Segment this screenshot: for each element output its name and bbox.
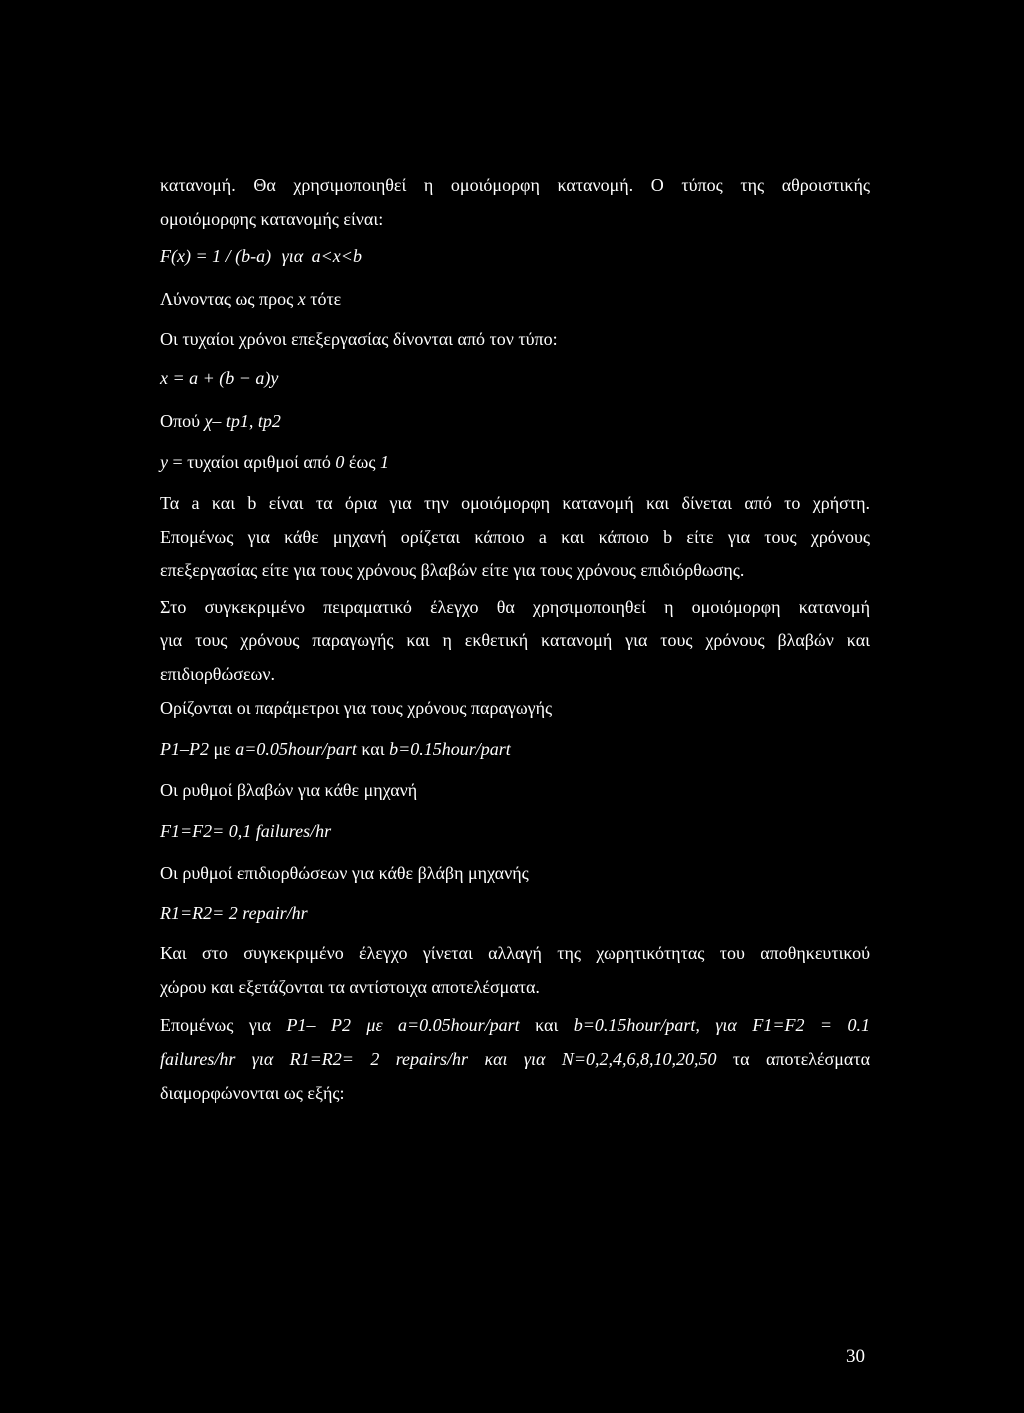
- paragraph-line: επιδιορθώσεων.: [160, 664, 276, 684]
- paragraph-line: επεξεργασίας είτε για τους χρόνους βλαβών είτε για τους χρόνους επιδιόρθωσης.: [160, 560, 745, 580]
- formula-cdf: F(x) = 1 / (b-a): [160, 246, 272, 266]
- text-span: με: [209, 739, 236, 759]
- paragraph-line: Οι ρυθμοί επιδιορθώσεων για κάθε βλάβη μηχανής: [160, 863, 529, 883]
- paragraph-line: [160, 409, 281, 433]
- formula-line: [160, 244, 362, 268]
- math-variable: failures/hr για R1=R2= 2 repairs/hr και για N=0,2,4,6,8,10,20,50: [160, 1049, 717, 1069]
- text-span: τα αποτελέσματα: [716, 1049, 870, 1069]
- formula-line: x = a + (b − a)y: [160, 368, 279, 388]
- paragraph-line: [160, 1047, 870, 1071]
- paragraph-line: κατανομή. Θα χρησιμοποιηθεί η ομοιόμορφη κατανομή. Ο τύπος της αθροιστικής: [160, 175, 870, 195]
- text-span: και: [356, 739, 390, 759]
- text-span: έως: [344, 452, 380, 472]
- text-span: = τυχαίοι αριθμοί από: [168, 452, 336, 472]
- math-variable: 1: [379, 452, 389, 472]
- text-span: Επομένως για: [160, 1015, 287, 1035]
- math-variable: P1–P2: [160, 739, 209, 759]
- math-variable: x: [297, 289, 306, 309]
- paragraph-line: Και στο συγκεκριμένο έλεγχο γίνεται αλλαγή της χωρητικότητας του αποθηκευτικού: [160, 943, 870, 963]
- formula-range: a<x<b: [311, 246, 362, 266]
- math-variable: P1– P2 με a=0.05hour/part: [286, 1015, 520, 1035]
- paragraph-line: ομοιόμορφης κατανομής είναι:: [160, 209, 384, 229]
- parameter-line: [160, 737, 511, 761]
- paragraph-line: [160, 287, 341, 311]
- paragraph-line: Τα a και b είναι τα όρια για την ομοιόμορφη κατανομή και δίνεται από το χρήστη.: [160, 493, 870, 513]
- paragraph-line: χώρου και εξετάζονται τα αντίστοιχα αποτελέσματα.: [160, 977, 540, 997]
- math-variable: 0: [335, 452, 345, 472]
- text-span: Οπού: [160, 411, 205, 431]
- paragraph-line: Επομένως για κάθε μηχανή ορίζεται κάποιο a και κάποιο b είτε για τους χρόνους: [160, 527, 870, 547]
- text-span: και: [519, 1015, 574, 1035]
- math-variable: χ– tp1, tp2: [204, 411, 281, 431]
- paragraph-line: [160, 450, 389, 474]
- page-number: 30: [846, 1346, 865, 1367]
- paragraph-line: Στο συγκεκριμένο πειραματικό έλεγχο θα χρησιμοποιηθεί η ομοιόμορφη κατανομή: [160, 597, 870, 617]
- formula-connector: για: [281, 246, 304, 266]
- math-variable: y: [160, 452, 168, 472]
- math-variable: b=0.15hour/part: [389, 739, 511, 759]
- paragraph-line: Ορίζονται οι παράμετροι για τους χρόνους παραγωγής: [160, 698, 553, 718]
- parameter-line: R1=R2= 2 repair/hr: [160, 903, 308, 923]
- text-span: Λύνοντας ως προς: [160, 289, 298, 309]
- paragraph-line: Οι τυχαίοι χρόνοι επεξεργασίας δίνονται από τον τύπο:: [160, 329, 558, 349]
- paragraph-line: για τους χρόνους παραγωγής και η εκθετική κατανομή για τους χρόνους βλαβών και: [160, 630, 870, 650]
- paragraph-line: διαμορφώνονται ως εξής:: [160, 1083, 345, 1103]
- text-span: τότε: [305, 289, 342, 309]
- math-variable: b=0.15hour/part, για F1=F2 = 0.1: [573, 1015, 871, 1035]
- math-variable: a=0.05hour/part: [235, 739, 357, 759]
- parameter-line: F1=F2= 0,1 failures/hr: [160, 821, 332, 841]
- paragraph-line: [160, 1013, 870, 1037]
- paragraph-line: Οι ρυθμοί βλαβών για κάθε μηχανή: [160, 780, 418, 800]
